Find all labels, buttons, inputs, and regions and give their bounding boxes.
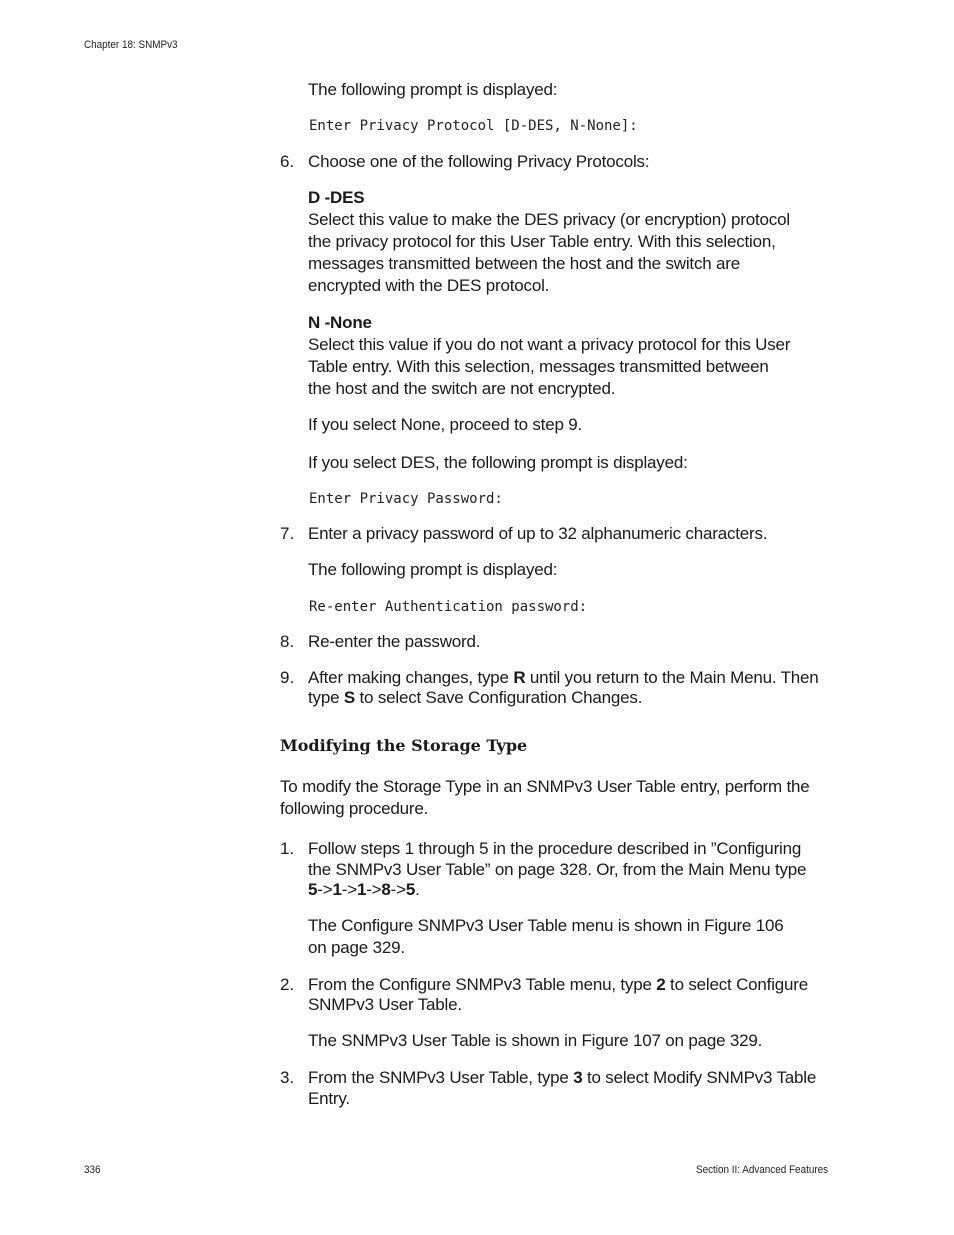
arrow: -> <box>341 880 357 899</box>
option-desc-line: the host and the switch are not encrypted. <box>308 379 616 398</box>
running-footer: Section II: Advanced Features <box>696 1164 829 1176</box>
step-number: 8. <box>280 632 295 651</box>
key-s: S <box>343 688 355 707</box>
step-note: The Configure SNMPv3 User Table menu is shown in Figure 106 <box>308 916 784 935</box>
key: 1 <box>356 880 367 899</box>
page-number: 336 <box>84 1164 101 1176</box>
step-text <box>308 667 819 689</box>
code-prompt-privacy-password: Enter Privacy Password: <box>309 491 503 507</box>
option-desc-line: messages transmitted between the host and the switch are <box>308 254 740 273</box>
section-heading: Modifying the Storage Type <box>280 736 528 755</box>
option-desc-line: the privacy protocol for this User Table entry. With this selection, <box>308 232 776 251</box>
prompt-text: The following prompt is displayed: <box>308 560 558 579</box>
step-text: Choose one of the following Privacy Protocols: <box>308 152 650 171</box>
step-text: the SNMPv3 User Table” on page 328. Or, from the Main Menu type <box>308 860 807 879</box>
text-run: type <box>308 688 344 707</box>
intro-line: To modify the Storage Type in an SNMPv3 User Table entry, perform the <box>280 777 810 796</box>
arrow: -> <box>390 880 406 899</box>
step-number: 7. <box>280 524 295 543</box>
step-number: 1. <box>280 839 295 858</box>
step-text: Entry. <box>308 1089 350 1108</box>
key-2: 2 <box>656 975 666 994</box>
code-prompt-reenter: Re-enter Authentication password: <box>309 599 588 615</box>
prompt-text: The following prompt is displayed: <box>308 80 558 99</box>
paragraph: If you select DES, the following prompt is displayed: <box>308 453 688 472</box>
step-number: 9. <box>280 668 295 687</box>
code-prompt-privacy-protocol: Enter Privacy Protocol [D-DES, N-None]: <box>309 118 638 134</box>
text-run: From the Configure SNMPv3 Table menu, type <box>308 975 657 994</box>
key: 5 <box>405 880 416 899</box>
step-text <box>308 974 808 996</box>
text-run: to select Configure <box>665 975 808 994</box>
paragraph: If you select None, proceed to step 9. <box>308 415 583 434</box>
option-term-none: N -None <box>308 313 372 332</box>
option-desc-line: Select this value if you do not want a privacy protocol for this User <box>308 335 791 354</box>
option-desc-line: Table entry. With this selection, messages transmitted between <box>308 357 769 376</box>
key: 8 <box>381 880 391 899</box>
arrow: -> <box>366 880 382 899</box>
period: . <box>415 880 420 899</box>
step-number: 6. <box>280 152 295 171</box>
running-header: Chapter 18: SNMPv3 <box>84 39 178 51</box>
step-note: on page 329. <box>308 938 405 957</box>
text-run: to select Save Configuration Changes. <box>355 688 643 707</box>
menu-path <box>308 879 420 901</box>
step-text <box>308 687 642 709</box>
step-text: Re-enter the password. <box>308 632 481 651</box>
step-text: Enter a privacy password of up to 32 alphanumeric characters. <box>308 524 768 543</box>
arrow: -> <box>317 880 333 899</box>
text-run: After making changes, type <box>308 668 514 687</box>
intro-line: following procedure. <box>280 799 429 818</box>
text-run: until you return to the Main Menu. Then <box>525 668 819 687</box>
step-note: The SNMPv3 User Table is shown in Figure 107 on page 329. <box>308 1031 763 1050</box>
key-r: R <box>513 668 526 687</box>
step-text: SNMPv3 User Table. <box>308 995 462 1014</box>
option-desc-line: encrypted with the DES protocol. <box>308 276 550 295</box>
step-number: 3. <box>280 1068 295 1087</box>
option-term-des: D -DES <box>308 188 365 207</box>
key: 1 <box>332 880 342 899</box>
step-number: 2. <box>280 975 295 994</box>
key-3: 3 <box>573 1068 583 1087</box>
option-desc-line: Select this value to make the DES privacy (or encryption) protocol <box>308 210 790 229</box>
text-run: to select Modify SNMPv3 Table <box>582 1068 817 1087</box>
step-text: Follow steps 1 through 5 in the procedure described in ”Configuring <box>308 839 802 858</box>
step-text <box>308 1067 816 1089</box>
text-run: From the SNMPv3 User Table, type <box>308 1068 574 1087</box>
key: 5 <box>308 880 318 899</box>
